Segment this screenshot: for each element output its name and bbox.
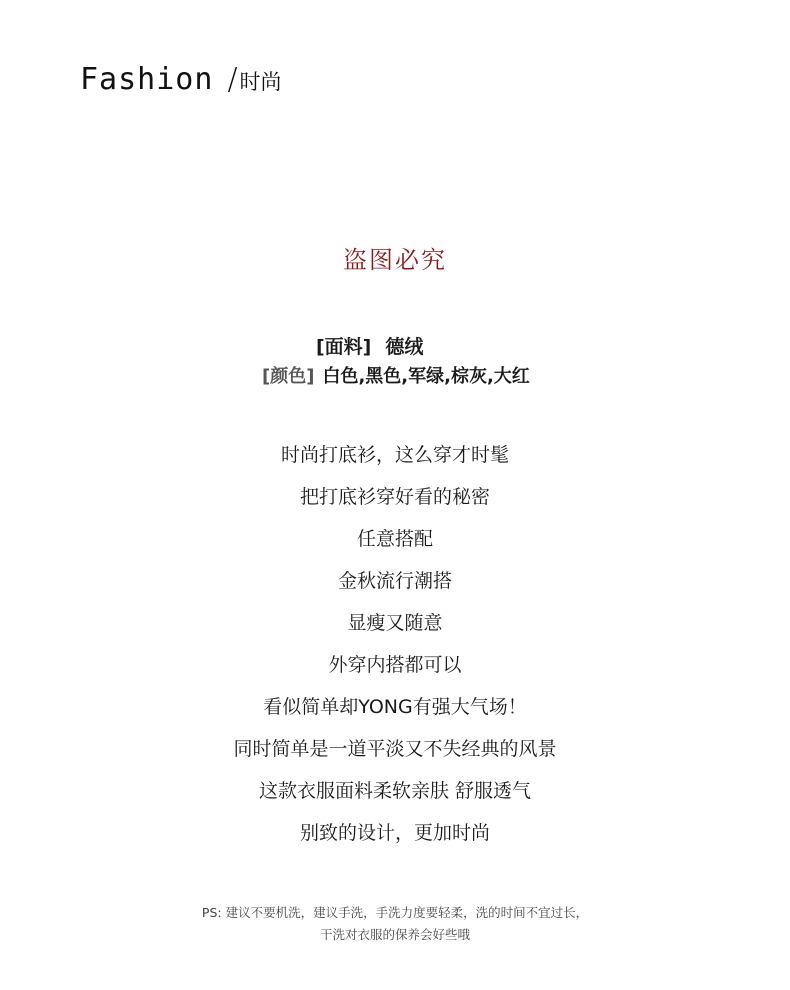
spec-fabric-value: 德绒 bbox=[385, 336, 424, 358]
description-line: 把打底衫穿好看的秘密 bbox=[299, 486, 490, 508]
description-lines bbox=[0, 438, 790, 858]
header-slash: / bbox=[227, 62, 238, 97]
description-line: 任意搭配 bbox=[356, 528, 433, 550]
spec-fabric bbox=[316, 332, 423, 359]
spec-fabric-label: [面料] bbox=[316, 336, 372, 358]
description-line: 外穿内搭都可以 bbox=[328, 654, 462, 676]
spec-color-label: [颜色] bbox=[262, 366, 315, 387]
care-note-line-1: PS: 建议不要机洗，建议手洗，手洗力度要轻柔，洗的时间不宜过长， bbox=[201, 905, 589, 920]
description-line: 别致的设计，更加时尚 bbox=[299, 822, 490, 844]
header-title-en: Fashion bbox=[80, 62, 214, 97]
description-line: 这款衣服面料柔软亲肤 舒服透气 bbox=[258, 780, 532, 802]
spec-color bbox=[262, 362, 530, 388]
description-line: 看似简单却YONG有强大气场！ bbox=[263, 696, 527, 718]
care-note bbox=[0, 902, 790, 946]
description-line: 金秋流行潮搭 bbox=[337, 570, 452, 592]
spec-color-value: 白色,黑色,军绿,棕灰,大红 bbox=[322, 366, 530, 387]
header-title-cn: 时尚 bbox=[239, 70, 282, 94]
description-line: 同时简单是一道平淡又不失经典的风景 bbox=[233, 738, 557, 760]
copyright-notice: 盗图必究 bbox=[343, 246, 447, 274]
care-note-line-2: 干洗对衣服的保养会好些哦 bbox=[319, 927, 470, 942]
page-header bbox=[80, 62, 282, 97]
description-line: 显瘦又随意 bbox=[347, 612, 443, 634]
description-line: 时尚打底衫，这么穿才时髦 bbox=[280, 444, 509, 466]
